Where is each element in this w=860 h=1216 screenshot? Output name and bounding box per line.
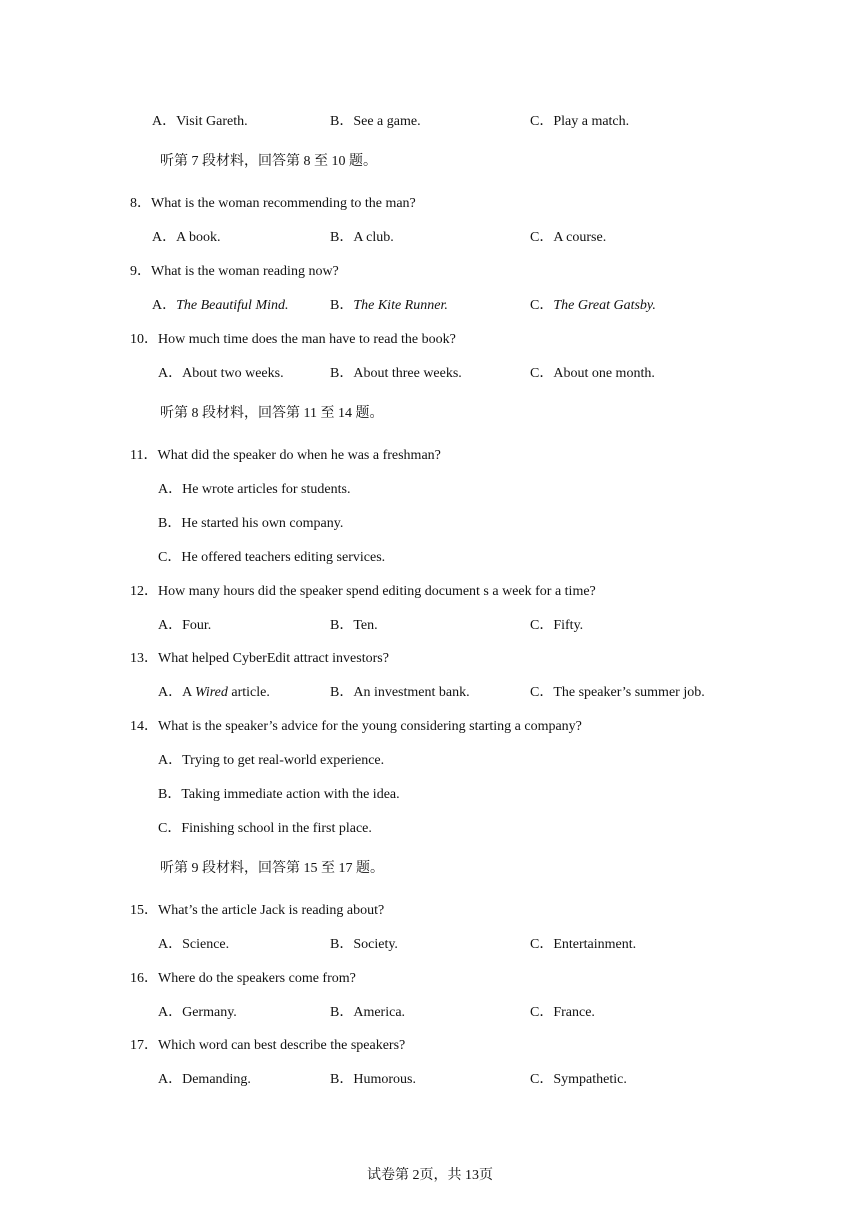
option-a: A．Science. [158, 937, 230, 952]
option-c: C．Entertainment. [530, 937, 637, 952]
option-c: C．A course. [530, 230, 607, 245]
option-c: C．He offered teachers editing services. [158, 550, 386, 565]
option-a: A．A Wired article. [158, 685, 270, 700]
option-b: B．Humorous. [330, 1072, 416, 1087]
option-a: A．Trying to get real-world experience. [158, 753, 385, 768]
option-c: C．Play a match. [530, 114, 630, 129]
question-10: 10．How much time does the man have to read the book? [130, 332, 456, 347]
option-b: B．Society. [330, 937, 398, 952]
option-b: B．About three weeks. [330, 366, 462, 381]
option-c: C．About one month. [530, 366, 655, 381]
question-11: 11．What did the speaker do when he was a freshman? [130, 448, 441, 463]
option-b: B．Ten. [330, 618, 378, 633]
option-b: B．A club. [330, 230, 394, 245]
question-14: 14．What is the speaker’s advice for the young considering starting a company? [130, 719, 582, 734]
page-footer: 试卷第 2页，共 13页 [367, 1168, 493, 1183]
option-a: A．Four. [158, 618, 212, 633]
option-a: A．About two weeks. [158, 366, 284, 381]
question-12: 12．How many hours did the speaker spend editing document s a week for a time? [130, 584, 596, 599]
option-b: B．An investment bank. [330, 685, 470, 700]
option-c: C．The Great Gatsby. [530, 298, 656, 313]
option-b: B．He started his own company. [158, 516, 344, 531]
question-17: 17．Which word can best describe the speakers? [130, 1038, 406, 1053]
option-a: A．He wrote articles for students. [158, 482, 351, 497]
question-9: 9．What is the woman reading now? [130, 264, 339, 279]
section-heading: 听第 8 段材料，回答第 11 至 14 题。 [160, 406, 384, 421]
option-a: A．Germany. [158, 1005, 237, 1020]
option-b: B．See a game. [330, 114, 421, 129]
question-16: 16．Where do the speakers come from? [130, 971, 356, 986]
question-15: 15．What’s the article Jack is reading about? [130, 903, 385, 918]
option-c: C．France. [530, 1005, 595, 1020]
option-a: A．Visit Gareth. [152, 114, 248, 129]
option-b: B．Taking immediate action with the idea. [158, 787, 400, 802]
option-b: B．America. [330, 1005, 406, 1020]
question-13: 13．What helped CyberEdit attract investors? [130, 651, 389, 666]
option-b: B．The Kite Runner. [330, 298, 448, 313]
question-8: 8．What is the woman recommending to the man? [130, 196, 416, 211]
option-a: A．The Beautiful Mind. [152, 298, 289, 313]
section-heading: 听第 7 段材料，回答第 8 至 10 题。 [160, 154, 377, 169]
option-c: C．Fifty. [530, 618, 584, 633]
option-c: C．Finishing school in the first place. [158, 821, 372, 836]
option-a: A．A book. [152, 230, 221, 245]
option-a: A．Demanding. [158, 1072, 251, 1087]
option-c: C．The speaker’s summer job. [530, 685, 705, 700]
section-heading: 听第 9 段材料，回答第 15 至 17 题。 [160, 861, 384, 876]
option-c: C．Sympathetic. [530, 1072, 627, 1087]
